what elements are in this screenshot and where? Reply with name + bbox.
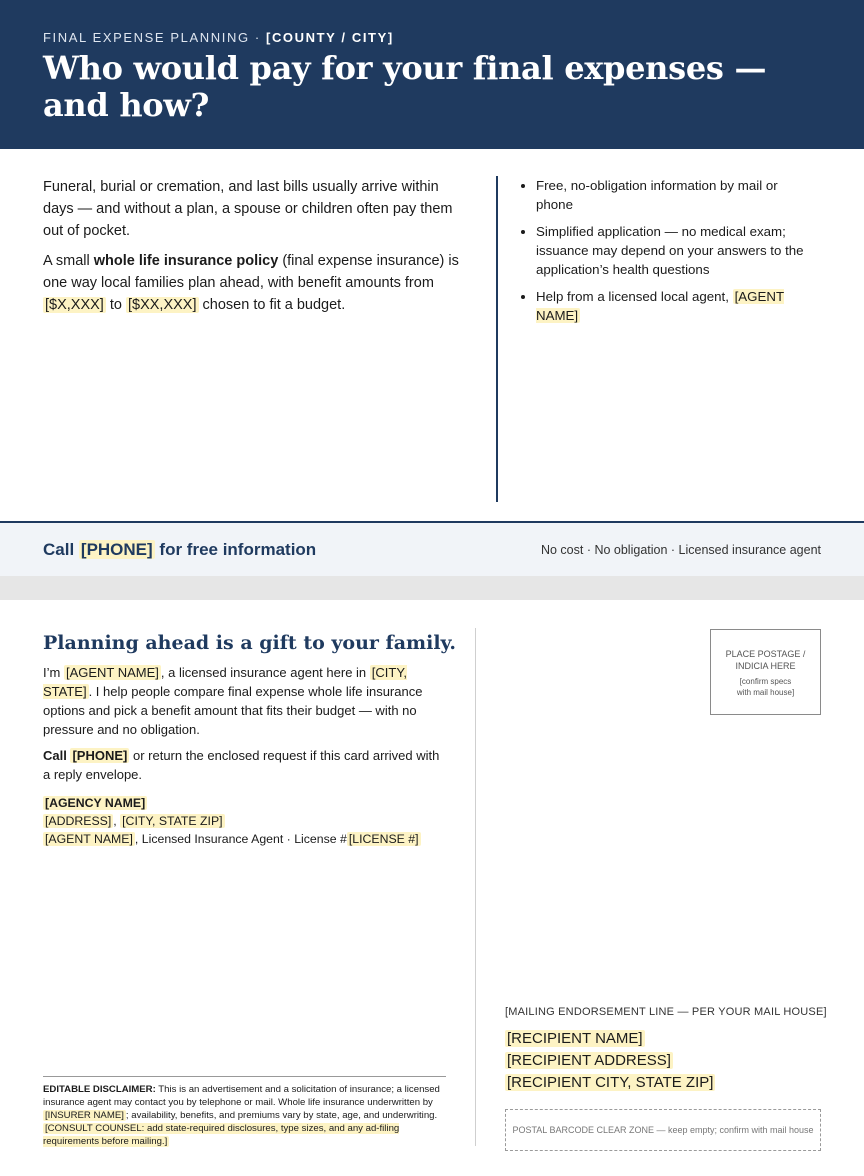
cta-tagline: No cost · No obligation · Licensed insurance agent xyxy=(540,543,821,557)
lead-paragraph-1: Funeral, burial or cremation, and last bills usually arrive within days — and without a plan, a spouse or children often pay them out of pocket. xyxy=(43,179,453,239)
city-state-placeholder: [CITY, STATE] xyxy=(43,665,407,699)
recipient-address-placeholder: [RECIPIENT ADDRESS] xyxy=(507,1052,671,1069)
benefit-item: • Simplified application — no medical exam; issuance may depend on your answers to the application’s health questions xyxy=(536,222,818,279)
insurer-name-placeholder: [INSURER NAME] xyxy=(45,1110,124,1121)
disclaimer-label: EDITABLE DISCLAIMER: xyxy=(43,1084,156,1095)
license-number-placeholder: [LICENSE #] xyxy=(348,832,419,846)
eyebrow-text: FINAL EXPENSE PLANNING · xyxy=(43,30,267,45)
agent-name-placeholder: [AGENT NAME] xyxy=(45,832,133,846)
address-panel-divider xyxy=(475,628,476,1146)
agent-name-placeholder: [AGENT NAME] xyxy=(536,289,785,323)
eyebrow-location-placeholder: [COUNTY / CITY] xyxy=(266,30,394,45)
letter-paragraph-1: I’m [AGENT NAME] , a licensed insurance agent here in [CITY, STATE] . I help people compare final expense whole life insurance options and pick a benefit amount that fits their budget — with no pressure and no obligation. xyxy=(43,665,423,737)
address-placeholder: [ADDRESS] xyxy=(45,814,112,828)
postcard-front xyxy=(0,0,864,576)
back-title: Planning ahead is a gift to your family. xyxy=(43,632,457,654)
agent-letter xyxy=(43,663,448,791)
lead-copy xyxy=(43,176,468,324)
agent-name-placeholder: [AGENT NAME] xyxy=(65,665,159,680)
front-header-band xyxy=(0,0,864,149)
postcard-back xyxy=(0,600,864,1176)
call-to-action-bar xyxy=(0,521,864,576)
city-state-zip-placeholder: [CITY, STATE ZIP] xyxy=(122,814,223,828)
benefit-item: • Free, no-obligation information by mail or phone xyxy=(536,176,818,214)
recipient-city-placeholder: [RECIPIENT CITY, STATE ZIP] xyxy=(507,1074,714,1091)
counsel-note: [CONSULT COUNSEL: add state-required disclosures, type sizes, and any ad-filing requirements before mailing.] xyxy=(43,1123,400,1147)
eyebrow xyxy=(43,30,394,45)
phone-placeholder: [PHONE] xyxy=(80,540,153,559)
amount-high-placeholder: [$XX,XXX] xyxy=(128,297,197,313)
column-divider xyxy=(496,176,498,502)
policy-emphasis: whole life insurance policy xyxy=(93,253,279,269)
agency-block: [AGENCY NAME] [ADDRESS] , [CITY, STATE ZIP] [AGENT NAME] , Licensed Insurance Agent · License # [LICENSE #] xyxy=(45,796,419,846)
amount-low-placeholder: [$X,XXX] xyxy=(45,297,104,313)
postal-barcode-zone: POSTAL BARCODE CLEAR ZONE — keep empty; confirm with mail house xyxy=(505,1109,821,1151)
headline: Who would pay for your final expenses — and how? xyxy=(43,49,767,124)
disclaimer: EDITABLE DISCLAIMER: This is an advertisement and a solicitation of insurance; a licensed insurance agent may contact you by telephone or mail. Whole life insurance underwritten by [INSURER NAME] ; availability, benefits, and premiums vary by state, age, and underwriting. [CONSULT COUNSEL: add state-required disclosures, type sizes, and any ad-filing requirements before mailing.] xyxy=(43,1076,446,1148)
phone-placeholder: [PHONE] xyxy=(72,748,128,763)
cta-call-line: Call [PHONE] for free information xyxy=(43,540,317,559)
letter-paragraph-2: Call [PHONE] or return the enclosed request if this card arrived with a reply envelope. xyxy=(43,748,440,782)
benefit-item: • Help from a licensed local agent, [AGENT NAME] xyxy=(536,287,818,325)
recipient-name-placeholder: [RECIPIENT NAME] xyxy=(507,1030,643,1047)
benefits-list xyxy=(518,176,818,333)
mailing-endorsement-line: [MAILING ENDORSEMENT LINE — PER YOUR MAIL HOUSE] xyxy=(505,1006,827,1018)
agency-name-placeholder: [AGENCY NAME] xyxy=(45,796,146,810)
recipient-address-block xyxy=(505,1028,715,1094)
postage-box: PLACE POSTAGE / INDICIA HERE [confirm specs with mail house] xyxy=(710,629,821,715)
lead-paragraph-2: A small whole life insurance policy (final expense insurance) is one way local families plan ahead, with benefit amounts from [$X,XXX] to [$XX,XXX] chosen to fit a budget. xyxy=(43,253,459,313)
